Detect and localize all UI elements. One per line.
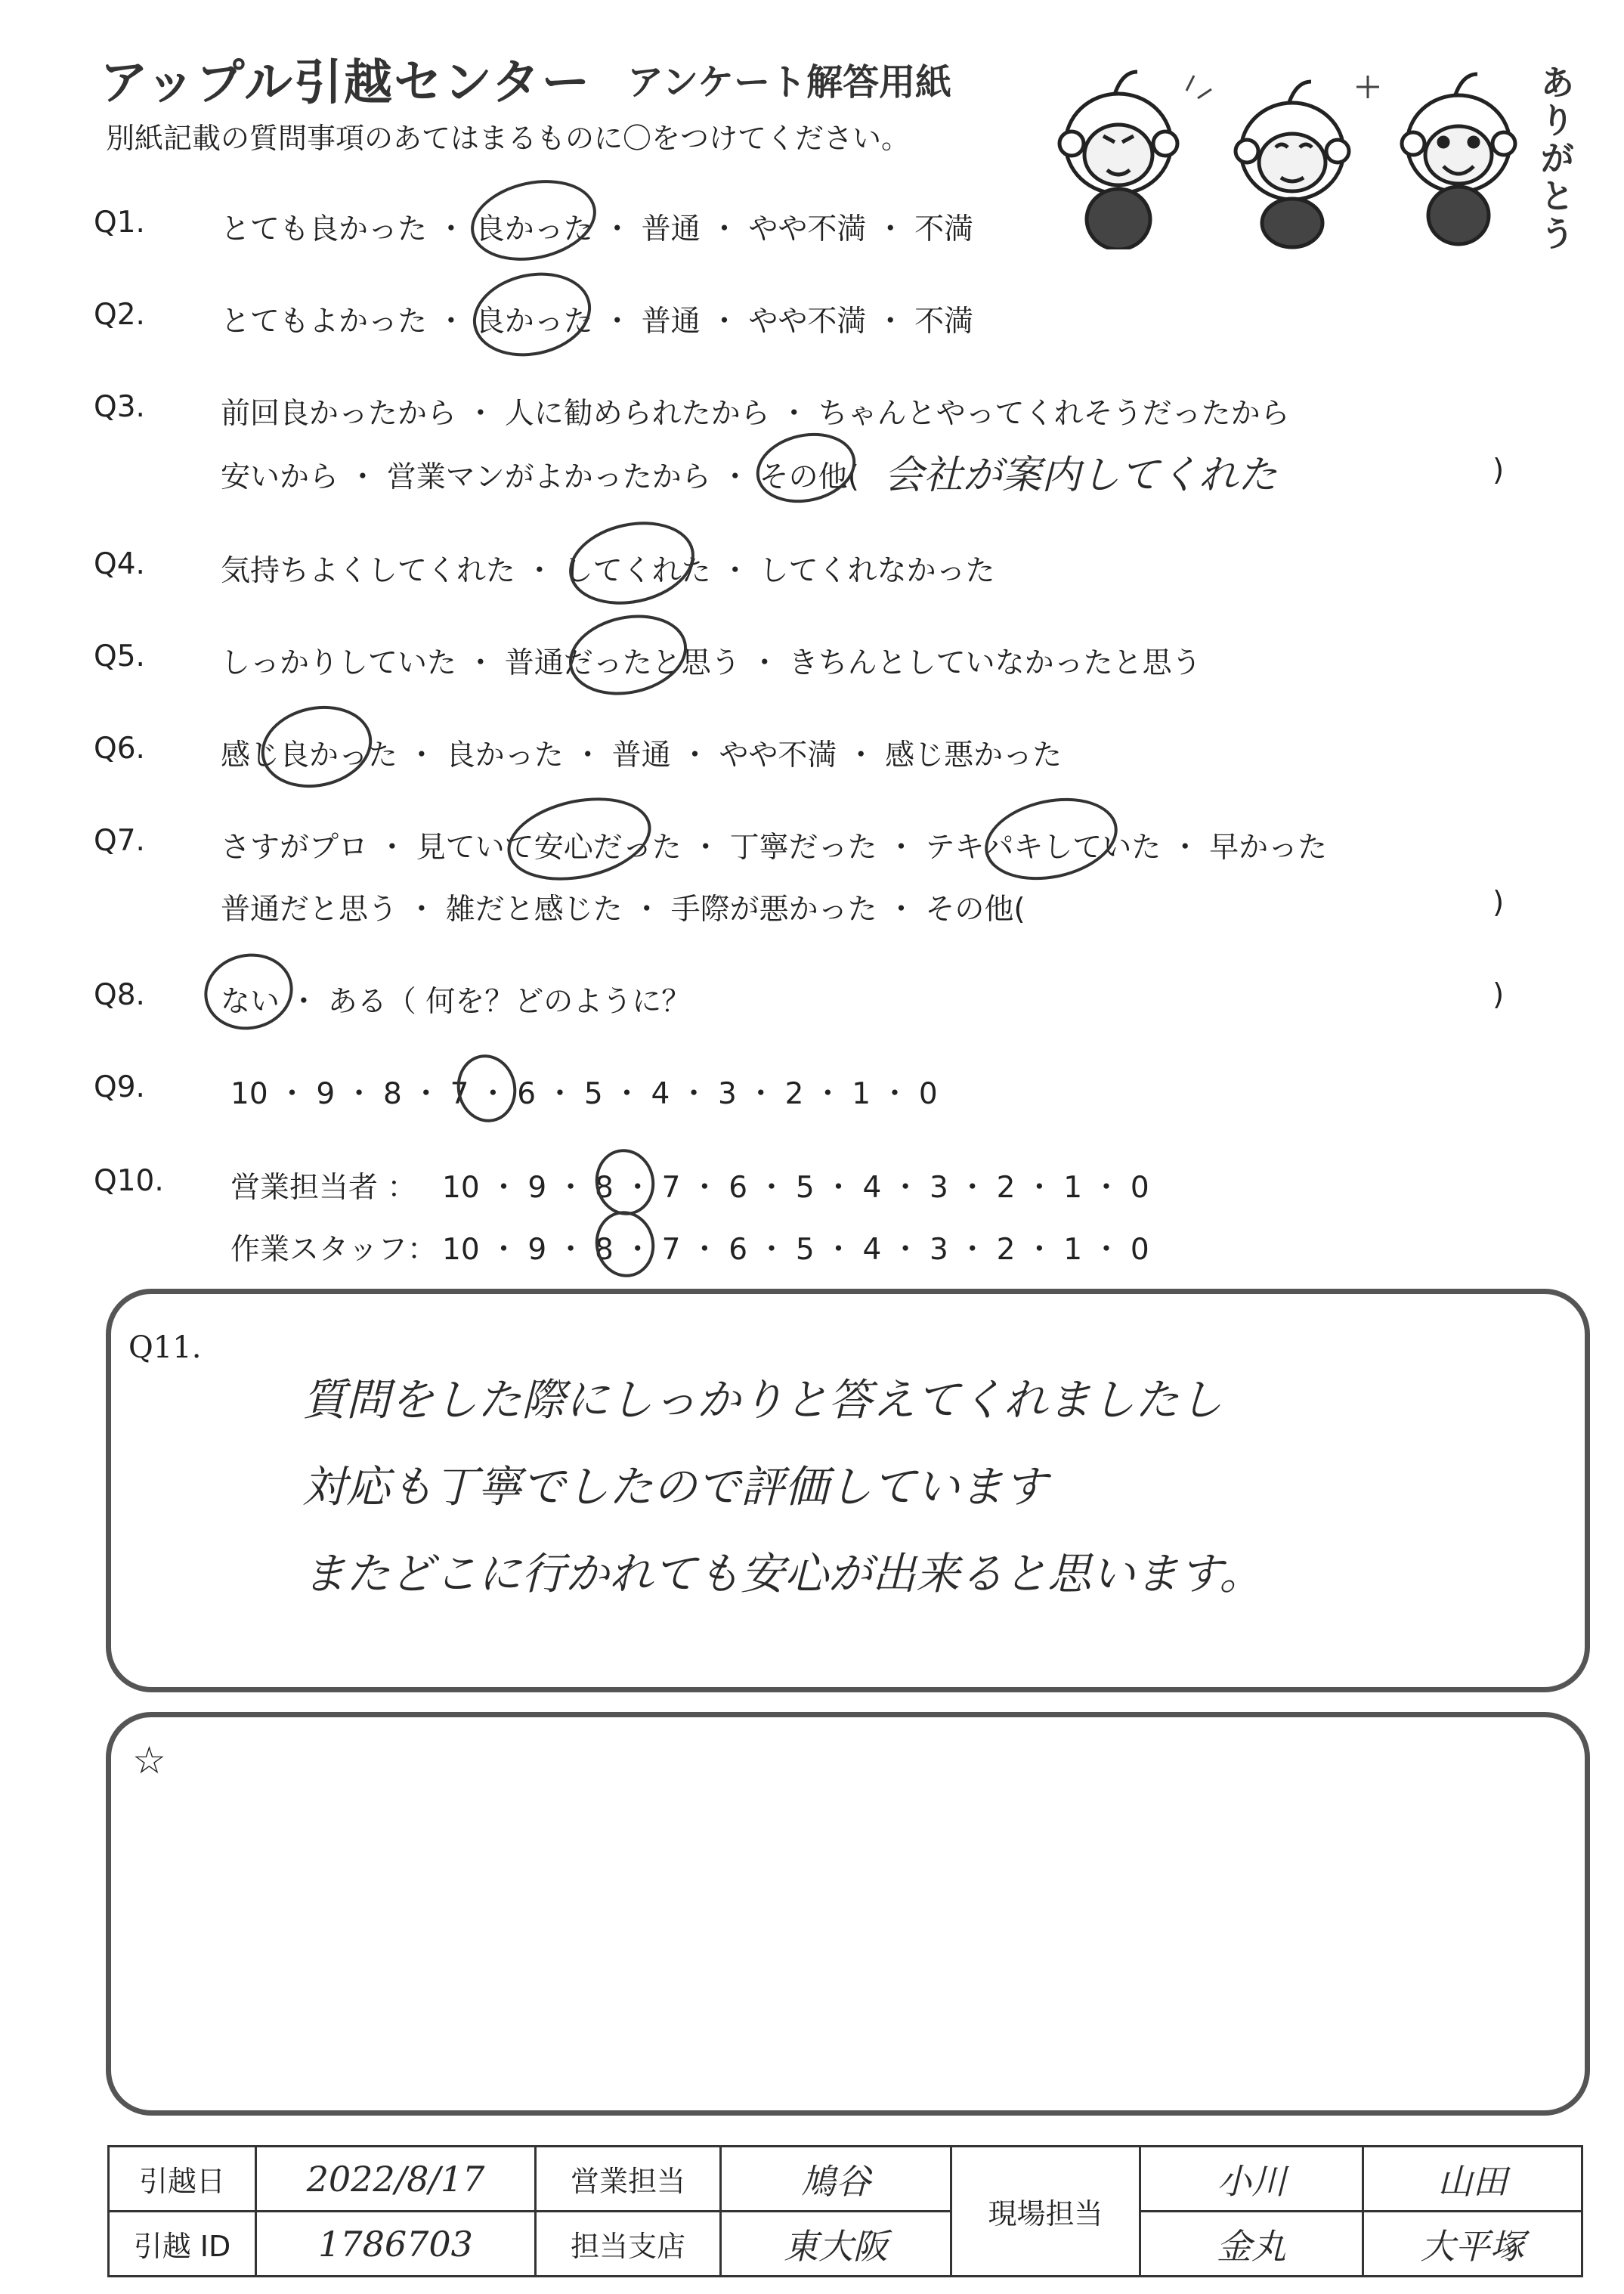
- q10-staff-label: 作業スタッフ：: [230, 1233, 438, 1267]
- answer-circle: [977, 787, 1125, 892]
- footer-info-table: [107, 2145, 1583, 2277]
- sparkle-icon: [1186, 76, 1379, 98]
- q11-comment-line: 質問をした際にしっかりと答えてくれましたし: [302, 1374, 1223, 1426]
- q10-sales-scale: 10 ・ 9 ・ 8 ・ 7 ・ 6 ・ 5 ・ 4 ・ 3 ・ 2 ・ 1 ・ 0: [442, 1171, 1149, 1205]
- q3-other-answer: 会社が案内してくれた: [884, 453, 1278, 498]
- form-subtitle: アンケート解答用紙: [627, 61, 952, 104]
- site-staff-name: 金丸: [1140, 2212, 1363, 2277]
- q3-options-line1: 前回良かったから ・ 人に勧められたから ・ ちゃんとやってくれそうだったから: [221, 397, 1290, 431]
- q10-sales-label: 営業担当者 ：: [230, 1171, 417, 1205]
- q7-close-paren: ): [1493, 886, 1505, 920]
- monkey-icon: [1402, 74, 1515, 244]
- q6-options: 感じ良かった ・ 良かった ・ 普通 ・ やや不満 ・ 感じ悪かった: [221, 738, 1063, 772]
- answer-circle: [500, 785, 658, 893]
- branch-label: 担当支店: [536, 2212, 721, 2277]
- q1-number: Q1.: [94, 206, 145, 240]
- q1-options: とても良かった ・ 良かった ・ 普通 ・ やや不満 ・ 不満: [221, 212, 974, 246]
- sales-rep-name: 鳩谷: [721, 2147, 951, 2212]
- free-comment-box: [106, 1712, 1590, 2116]
- star-label: ☆: [132, 1738, 166, 1782]
- q7-options-line2: 普通だと思う ・ 雑だと感じた ・ 手際が悪かった ・ その他(: [221, 893, 1025, 927]
- answer-circle: [254, 696, 380, 797]
- q10-number: Q10.: [94, 1164, 164, 1198]
- answer-circle: [750, 424, 862, 512]
- move-date-value: 2022/8/17: [256, 2147, 536, 2212]
- form-title: アップル引越センター: [100, 55, 592, 111]
- site-staff-name: 小川: [1140, 2147, 1363, 2212]
- instruction-text: 別紙記載の質問事項のあてはまるものに〇をつけてください。: [106, 122, 911, 155]
- q9-number: Q9.: [94, 1070, 145, 1104]
- answer-circle: [589, 1206, 661, 1283]
- q2-options: とてもよかった ・ 良かった ・ 普通 ・ やや不満 ・ 不満: [221, 305, 974, 339]
- q2-number: Q2.: [94, 298, 145, 332]
- answer-circle: [561, 605, 694, 706]
- move-id-label: 引越 ID: [109, 2212, 256, 2277]
- answer-circle: [561, 511, 702, 616]
- monkey-icon: [1059, 72, 1177, 249]
- q11-label: Q11.: [128, 1330, 202, 1365]
- q5-options: しっかりしていた ・ 普通だったと思う ・ きちんとしていなかったと思う: [221, 646, 1202, 680]
- answer-circle: [197, 946, 300, 1038]
- q5-number: Q5.: [94, 639, 145, 673]
- site-staff-label: 現場担当: [951, 2147, 1140, 2277]
- q7-number: Q7.: [94, 824, 145, 858]
- move-id-value: 1786703: [256, 2212, 536, 2277]
- mascot-illustration: [1035, 45, 1527, 249]
- q8-options: ない ・ ある（ 何を？どのように？: [221, 985, 691, 1019]
- q4-number: Q4.: [94, 547, 145, 581]
- q11-comment-line: またどこに行かれても安心が出来ると思います。: [302, 1548, 1264, 1599]
- q7-options-line1: さすがプロ ・ 見ていて安心だった ・ 丁寧だった ・ テキパキしていた ・ 早かった: [221, 831, 1328, 865]
- move-date-label: 引越日: [109, 2147, 256, 2212]
- q9-scale: 10 ・ 9 ・ 8 ・ 7 ・ 6 ・ 5 ・ 4 ・ 3 ・ 2 ・ 1 ・ 0: [230, 1077, 938, 1111]
- answer-circle: [450, 1049, 522, 1128]
- sales-rep-label: 営業担当: [536, 2147, 721, 2212]
- q3-close-paren: ): [1493, 454, 1505, 488]
- q6-number: Q6.: [94, 732, 145, 766]
- thanks-text: ありがとう: [1535, 64, 1576, 253]
- branch-name: 東大阪: [721, 2212, 951, 2277]
- answer-circle: [463, 169, 604, 272]
- site-staff-name: 大平塚: [1363, 2212, 1582, 2277]
- site-staff-name: 山田: [1363, 2147, 1582, 2212]
- monkey-icon: [1236, 82, 1349, 247]
- q3-options-line2: 安いから ・ 営業マンがよかったから ・ その他(: [221, 460, 859, 494]
- q8-number: Q8.: [94, 978, 145, 1012]
- q11-comment-line: 対応も丁寧でしたので評価しています: [302, 1461, 1048, 1512]
- q3-number: Q3.: [94, 390, 145, 424]
- answer-circle: [589, 1144, 661, 1221]
- q8-close-paren: ): [1493, 978, 1505, 1012]
- answer-circle: [465, 262, 599, 367]
- q4-options: 気持ちよくしてくれた ・ してくれた ・ してくれなかった: [221, 554, 995, 588]
- q10-staff-scale: 10 ・ 9 ・ 8 ・ 7 ・ 6 ・ 5 ・ 4 ・ 3 ・ 2 ・ 1 ・ 0: [442, 1233, 1149, 1267]
